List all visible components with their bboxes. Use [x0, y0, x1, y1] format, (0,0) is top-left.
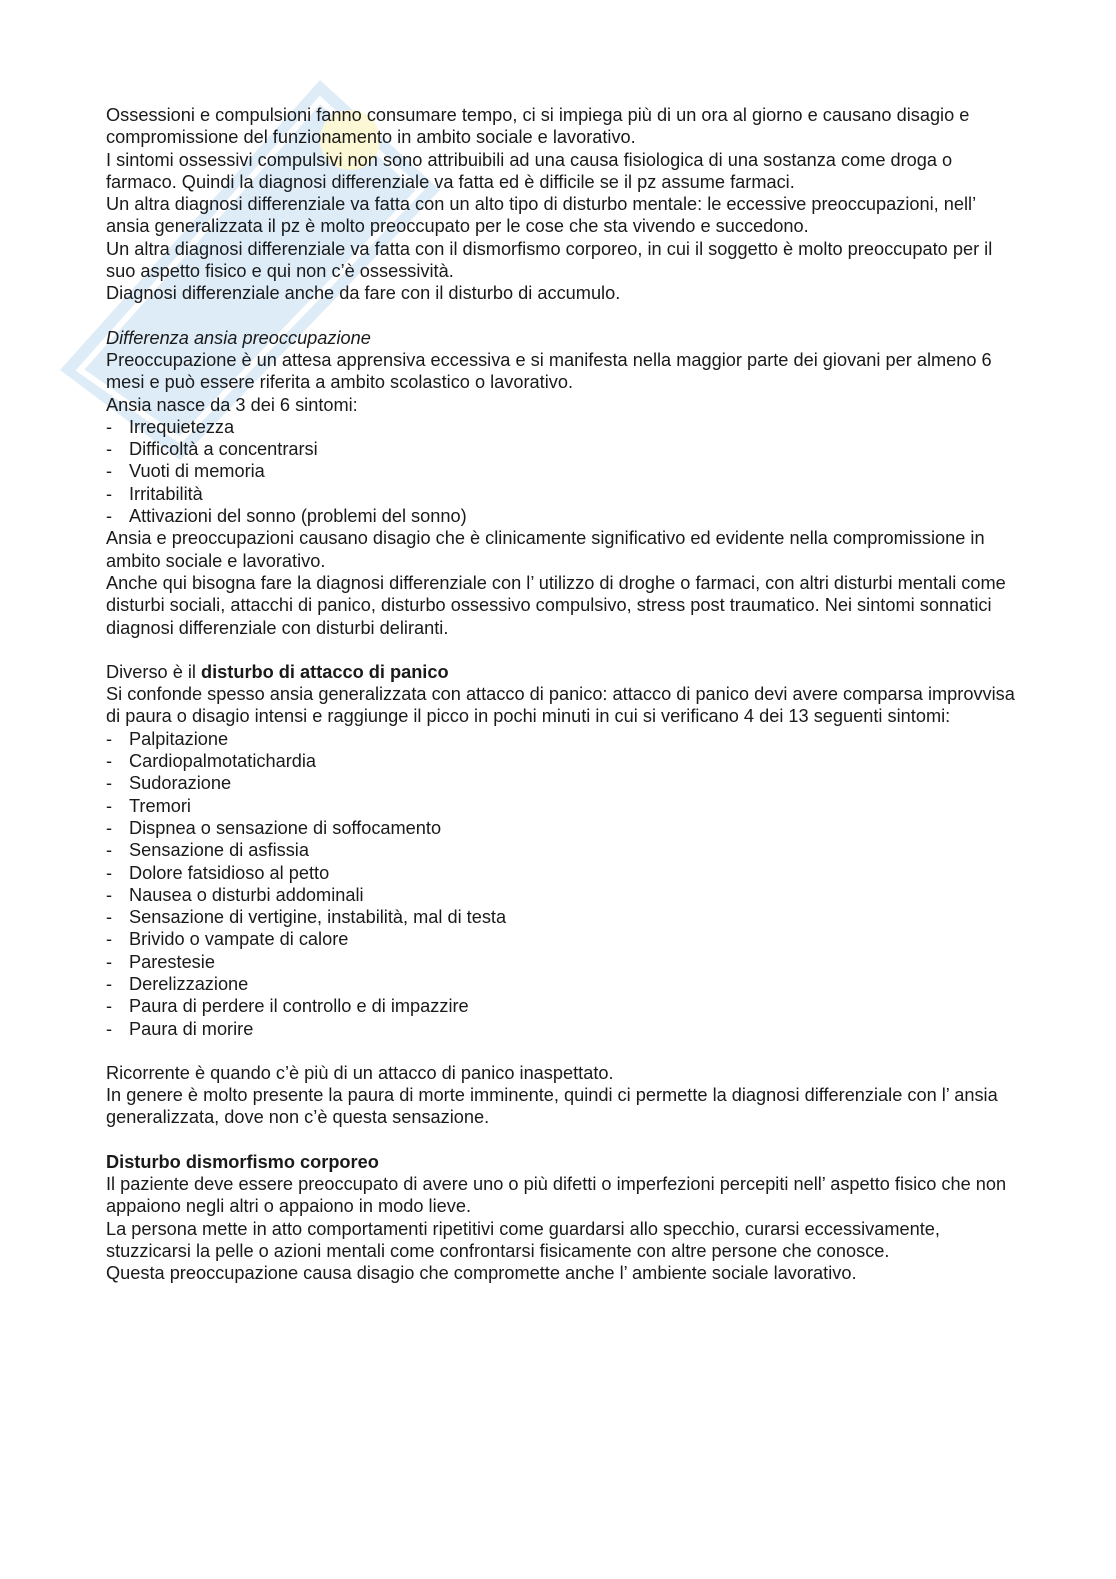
- list-item: - Attivazioni del sonno (problemi del sonno): [106, 505, 1016, 527]
- paragraph: Preoccupazione è un attesa apprensiva eccessiva e si manifesta nella maggior parte dei giovani per almeno 6 mesi e può essere riferita a ambito scolastico o lavorativo.: [106, 349, 992, 393]
- list-item: - Tremori: [106, 795, 1016, 817]
- list-item: - Paura di morire: [106, 1018, 1016, 1040]
- paragraph: Ricorrente è quando c’è più di un attacco di panico inaspettato.: [106, 1062, 614, 1083]
- list-item: - Brivido o vampate di calore: [106, 928, 1016, 950]
- list-item: - Parestesie: [106, 951, 1016, 973]
- paragraph: Un altra diagnosi differenziale va fatta con il dismorfismo corporeo, in cui il soggetto è molto preoccupato per il suo aspetto fisico e qui non c’è ossessività.: [106, 238, 993, 282]
- paragraph: Ansia e preoccupazioni causano disagio che è clinicamente significativo ed evidente nella compromissione in ambito sociale e lavorativo.: [106, 528, 985, 571]
- paragraph: In genere è molto presente la paura di morte imminente, quindi ci permette la diagnosi differenziale con l’ ansia generalizzata, dove non c’è questa sensazione.: [106, 1085, 998, 1128]
- section-panic-attack: [106, 661, 1016, 1129]
- section-heading: [106, 661, 1016, 683]
- document-body: [106, 104, 1016, 1285]
- paragraph: Questa preoccupazione causa disagio che compromette anche l’ ambiente sociale lavorativo.: [106, 1263, 857, 1284]
- list-item: - Derelizzazione: [106, 973, 1016, 995]
- paragraph: Ansia nasce da 3 dei 6 sintomi:: [106, 394, 358, 415]
- section-heading: Differenza ansia preoccupazione: [106, 327, 371, 348]
- symptom-list: [106, 416, 1016, 527]
- list-item: - Paura di perdere il controllo e di impazzire: [106, 995, 1016, 1017]
- list-item: - Sensazione di vertigine, instabilità, mal di testa: [106, 906, 1016, 928]
- list-item: - Irrequietezza: [106, 416, 1016, 438]
- list-item: - Dolore fatsidioso al petto: [106, 862, 1016, 884]
- section-anxiety-worry: [106, 327, 1016, 639]
- section-heading: Disturbo dismorfismo corporeo: [106, 1151, 379, 1172]
- paragraph: Anche qui bisogna fare la diagnosi differenziale con l’ utilizzo di droghe o farmaci, con altri disturbi mentali come disturbi sociali, attacchi di panico, disturbo ossessivo compulsivo, stress post traumatico. Nei sintomi sonnatici diagnosi differenziale con disturbi deliranti.: [106, 572, 1006, 638]
- list-item: - Sudorazione: [106, 772, 1016, 794]
- list-item: - Sensazione di asfissia: [106, 839, 1016, 861]
- list-item: - Difficoltà a concentrarsi: [106, 438, 1016, 460]
- list-item: - Dispnea o sensazione di soffocamento: [106, 817, 1016, 839]
- paragraph: Un altra diagnosi differenziale va fatta con un alto tipo di disturbo mentale: le eccessive preoccupazioni, nell’ ansia generalizzata il pz è molto preoccupato per le cose che sta vivendo e succedono.: [106, 194, 976, 237]
- section-ocd: [106, 104, 1016, 305]
- section-body-dysmorphic: [106, 1151, 1016, 1285]
- heading-prefix: Diverso è il: [106, 661, 202, 682]
- list-item: - Nausea o disturbi addominali: [106, 884, 1016, 906]
- paragraph: La persona mette in atto comportamenti ripetitivi come guardarsi allo specchio, curarsi eccessivamente, stuzzicarsi la pelle o azioni mentali come confrontarsi fisicamente con altre persone che conosce.: [106, 1218, 940, 1261]
- paragraph: Si confonde spesso ansia generalizzata con attacco di panico: attacco di panico devi avere comparsa improvvisa di paura o disagio intensi e raggiunge il picco in pochi minuti in cui si verificano 4 dei 13 seguenti sintomi:: [106, 684, 1015, 727]
- symptom-list: [106, 728, 1016, 1040]
- list-item: - Cardiopalmotatichardia: [106, 750, 1016, 772]
- paragraph: Il paziente deve essere preoccupato di avere uno o più difetti o imperfezioni percepiti nell’ aspetto fisico che non appaiono negli altri o appaiono in modo lieve.: [106, 1174, 1007, 1217]
- list-item: - Irritabilità: [106, 483, 1016, 505]
- paragraph: Diagnosi differenziale anche da fare con il disturbo di accumulo.: [106, 283, 621, 304]
- paragraph: I sintomi ossessivi compulsivi non sono attribuibili ad una causa fisiologica di una sostanza come droga o farmaco. Quindi la diagnosi differenziale va fatta ed è difficile se il pz assume farmaci.: [106, 149, 953, 192]
- list-item: - Palpitazione: [106, 728, 1016, 750]
- list-item: - Vuoti di memoria: [106, 460, 1016, 482]
- heading-bold: disturbo di attacco di panico: [201, 661, 449, 682]
- paragraph: Ossessioni e compulsioni fanno consumare tempo, ci si impiega più di un ora al giorno e causano disagio e compromissione del funzionamento in ambito sociale e lavorativo.: [106, 105, 970, 148]
